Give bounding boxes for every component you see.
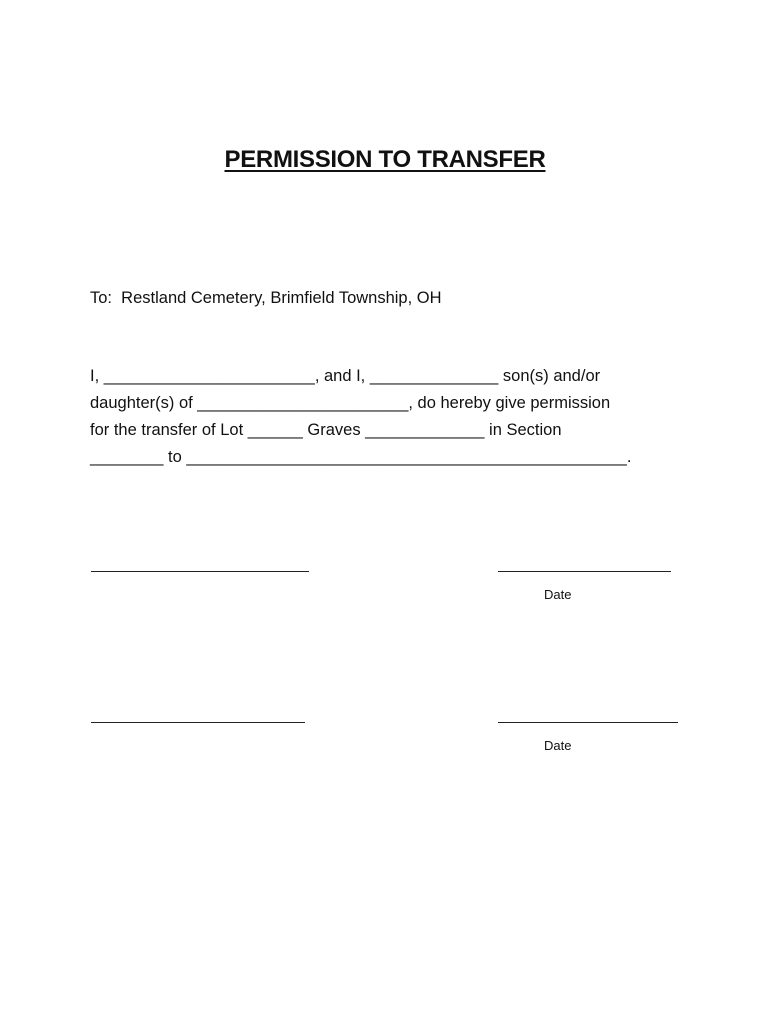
date-line-1: [498, 571, 671, 572]
paragraph-line: for the transfer of Lot ______ Graves _____________ in Section: [90, 421, 562, 439]
signature-line-1: [91, 571, 309, 572]
recipient-line: To: Restland Cemetery, Brimfield Township, OH: [90, 289, 442, 307]
date-line-2: [498, 722, 678, 723]
permission-paragraph: [90, 363, 730, 471]
paragraph-line: I, _______________________, and I, ______________ son(s) and/or: [90, 367, 601, 385]
date-label-2: Date: [544, 738, 572, 753]
date-label-1: Date: [544, 587, 572, 602]
paragraph-line: ________ to ________________________________________________.: [90, 448, 632, 466]
paragraph-line: daughter(s) of _______________________, do hereby give permission: [90, 394, 611, 412]
signature-line-2: [91, 722, 305, 723]
document-title: [0, 146, 770, 174]
document-title-text: PERMISSION TO TRANSFER: [224, 146, 546, 173]
